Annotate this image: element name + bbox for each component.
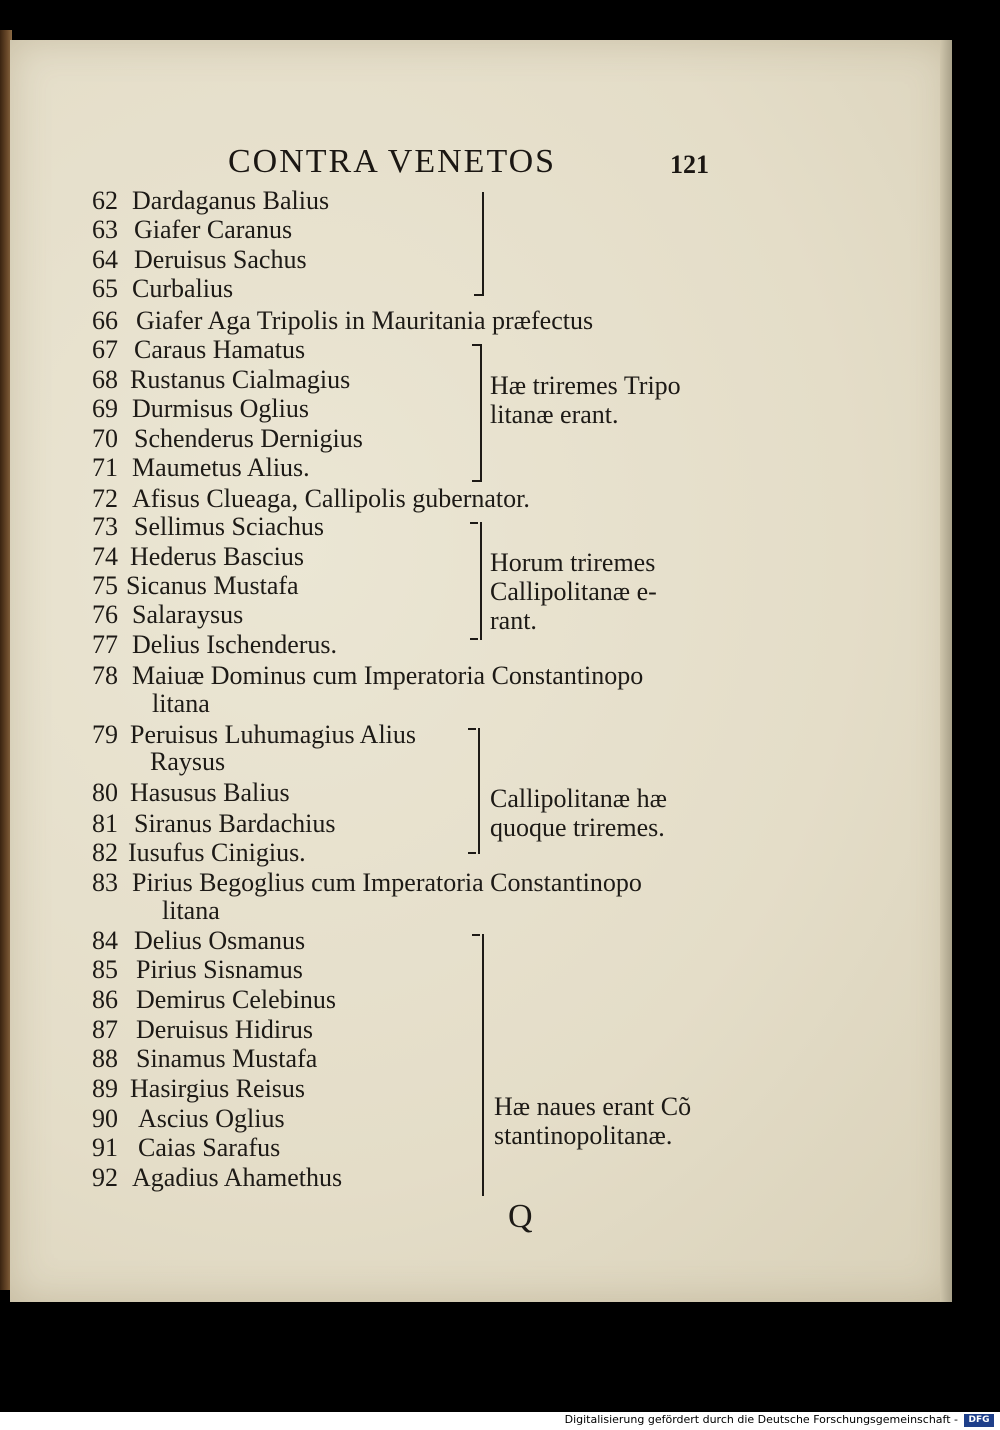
- entry-name: Ascius Oglius: [138, 1104, 285, 1133]
- side-note-line: quoque triremes.: [490, 813, 665, 842]
- side-note-line: Hæ naues erant Cõ: [494, 1092, 692, 1121]
- bracket-end: [472, 344, 480, 346]
- entry-number: 63: [92, 215, 118, 244]
- entry-name: Caias Sarafus: [138, 1133, 281, 1162]
- entry-number: 81: [92, 809, 118, 838]
- entry-name: Giafer Aga Tripolis in Mauritania præfectus: [136, 306, 594, 335]
- entry-name: Peruisus Luhumagius Alius: [130, 720, 417, 749]
- entry-name: Curbalius: [132, 274, 234, 303]
- running-title: CONTRA VENETOS: [228, 143, 557, 180]
- group-bracket: [482, 192, 484, 296]
- entry-number: 67: [92, 335, 118, 364]
- entry-number: 73: [92, 512, 118, 541]
- entry-name: Durmisus Oglius: [132, 394, 309, 423]
- entry-number: 85: [92, 955, 118, 984]
- entry-number: 91: [92, 1133, 118, 1162]
- entry-number: 68: [92, 365, 118, 394]
- side-note: [490, 784, 667, 842]
- side-note-line: Horum triremes: [490, 548, 656, 577]
- entry-name: Delius Osmanus: [134, 926, 306, 955]
- entry-name: Rustanus Cialmagius: [130, 365, 351, 394]
- catchword: Q: [508, 1198, 533, 1235]
- entry-number: 88: [92, 1044, 118, 1073]
- entry-number: 74: [92, 542, 118, 571]
- entry-name: Iusufus Cinigius.: [128, 838, 306, 867]
- entry-number: 64: [92, 245, 118, 274]
- side-note-line: Callipolitanæ e-: [490, 577, 657, 606]
- footer-credit: Digitalisierung gefördert durch die Deutsche Forschungsgemeinschaft -: [564, 1413, 958, 1426]
- bracket-end: [468, 728, 476, 730]
- page-edge: [940, 40, 952, 1302]
- entry-number: 86: [92, 985, 118, 1014]
- entry-number: 90: [92, 1104, 118, 1133]
- entry-name: Siranus Bardachius: [134, 809, 336, 838]
- bracket-end: [472, 480, 480, 482]
- entry-number: 66: [92, 306, 118, 335]
- bracket-end: [468, 852, 476, 854]
- entry-name: Pirius Sisnamus: [136, 955, 303, 984]
- entry-number: 70: [92, 424, 118, 453]
- group-bracket: [480, 344, 482, 482]
- side-note: [494, 1092, 691, 1150]
- entry-number: 75: [92, 571, 118, 600]
- side-note: [490, 548, 657, 635]
- side-note-line: Hæ triremes Tripo: [490, 371, 681, 400]
- entry-name: Deruisus Hidirus: [136, 1015, 313, 1044]
- entry-number: 84: [92, 926, 118, 955]
- entry-number: 92: [92, 1163, 118, 1192]
- entry-name: Agadius Ahamethus: [132, 1163, 343, 1192]
- entry-number: 62: [92, 186, 118, 215]
- entry-name: Sellimus Sciachus: [134, 512, 324, 541]
- entry-name: Dardaganus Balius: [132, 186, 330, 215]
- entry-name: Caraus Hamatus: [134, 335, 306, 364]
- side-note-line: stantinopolitanæ.: [494, 1121, 673, 1150]
- entry-name: Hasusus Balius: [130, 778, 290, 807]
- entry-name: Delius Ischenderus.: [132, 630, 338, 659]
- page-number: 121: [670, 150, 709, 179]
- entry-continuation: litana: [152, 689, 210, 718]
- entry-number: 71: [92, 453, 118, 482]
- entry-name: Maiuæ Dominus cum Imperatoria Constantinopo: [132, 661, 644, 690]
- entry-name: Afisus Clueaga, Callipolis gubernator.: [132, 484, 530, 513]
- entry-number: 79: [92, 720, 118, 749]
- entry-name: Hasirgius Reisus: [130, 1074, 306, 1103]
- entry-number: 69: [92, 394, 118, 423]
- entry-continuation: Raysus: [150, 747, 226, 776]
- group-bracket: [478, 728, 480, 854]
- bracket-end: [470, 522, 478, 524]
- entry-name: Giafer Caranus: [134, 215, 293, 244]
- entry-name: Hederus Bascius: [130, 542, 305, 571]
- side-note-line: litanæ erant.: [490, 400, 619, 429]
- entry-number: 83: [92, 868, 118, 897]
- entry-number: 77: [92, 630, 118, 659]
- entry-name: Maumetus Alius.: [132, 453, 310, 482]
- side-note: [490, 371, 681, 429]
- bracket-end: [472, 934, 480, 936]
- bracket-end: [474, 294, 482, 296]
- entry-name: Sinamus Mustafa: [136, 1044, 318, 1073]
- footer-bar: [0, 1412, 1000, 1430]
- dfg-logo: DFG: [964, 1414, 994, 1427]
- entry-number: 82: [92, 838, 118, 867]
- entry-continuation: litana: [162, 896, 220, 925]
- entry-number: 89: [92, 1074, 118, 1103]
- group-bracket: [480, 522, 482, 640]
- entry-name: Schenderus Dernigius: [134, 424, 363, 453]
- entry-name: Pirius Begoglius cum Imperatoria Constantinopo: [132, 868, 642, 897]
- side-note-line: rant.: [490, 606, 537, 635]
- entry-number: 72: [92, 484, 118, 513]
- entry-name: Demirus Celebinus: [136, 985, 337, 1014]
- entry-name: Sicanus Mustafa: [126, 571, 299, 600]
- entry-name: Salaraysus: [132, 600, 244, 629]
- bracket-end: [470, 638, 478, 640]
- entry-number: 80: [92, 778, 118, 807]
- entry-number: 76: [92, 600, 118, 629]
- entry-number: 87: [92, 1015, 118, 1044]
- group-bracket: [482, 934, 484, 1196]
- entry-number: 65: [92, 274, 118, 303]
- entry-name: Deruisus Sachus: [134, 245, 307, 274]
- entry-number: 78: [92, 661, 118, 690]
- side-note-line: Callipolitanæ hæ: [490, 784, 667, 813]
